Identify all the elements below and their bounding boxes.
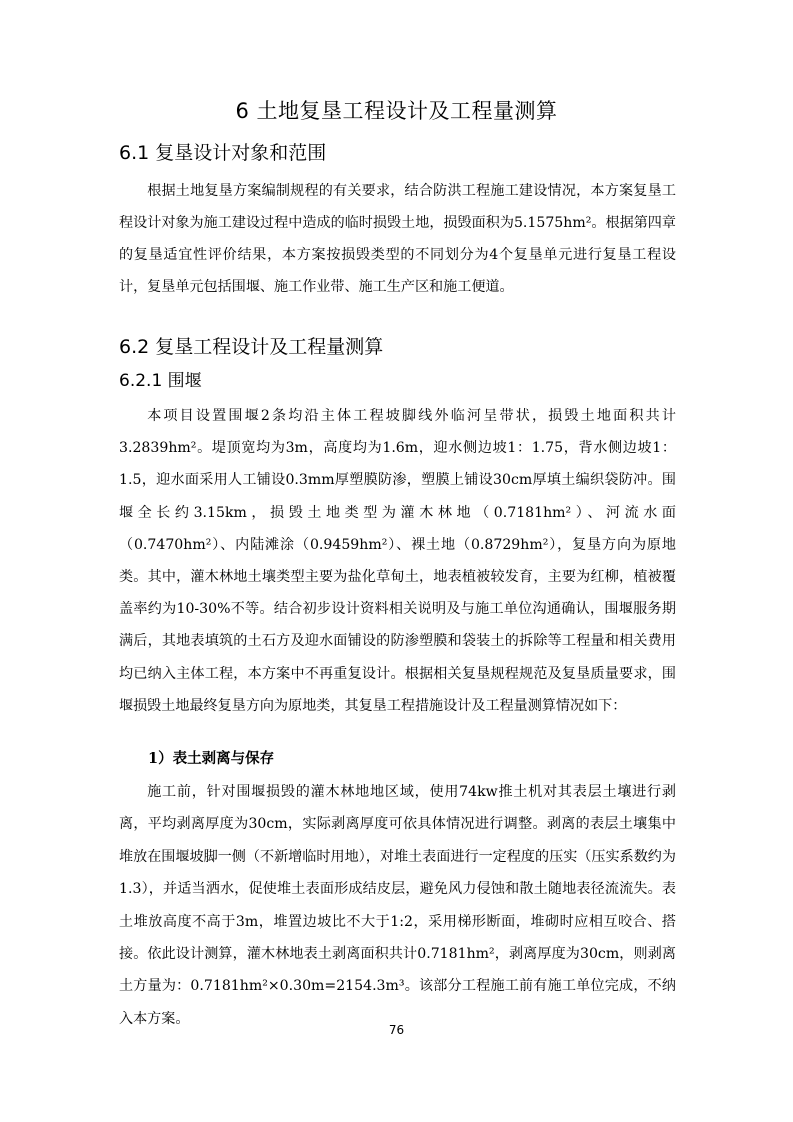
- item-heading-topsoil: 1）表土剥离与保存: [148, 750, 275, 767]
- chapter-title: 6 土地复垦工程设计及工程量测算: [235, 99, 558, 123]
- section-6-1-paragraph: 根据土地复垦方案编制规程的有关要求，结合防洪工程施工建设情况，本方案复垦工程设计对象为施工建设过程中造成的临时损毁土地，损毁面积为5.1575hm²。根据第四章的复垦适宜性评价结果，本方案按损毁类型的不同划分为4个复垦单元进行复垦工程设计，复垦单元包括围堰、施工作业带、施工生产区和施工便道。: [119, 183, 676, 295]
- page-number: 76: [388, 1023, 405, 1037]
- subsection-heading-6-2-1: 6.2.1 围堰: [119, 371, 202, 391]
- subsection-6-2-1-paragraph: 本项目设置围堰2条均沿主体工程坡脚线外临河呈带状，损毁土地面积共计3.2839hm²。堤顶宽均为3m，高度均为1.6m，迎水侧边坡1：1.75，背水侧边坡1：1.5，迎水面采用人工铺设0.3mm厚塑膜防渗，塑膜上铺设30cm厚填土编织袋防冲。围堰全长约3.15km，损毁土地类型为灌木林地（0.7181hm²）、河流水面（0.7470hm²）、内陆滩涂（0.9459hm²）、裸土地（0.8729hm²），复垦方向为原地类。其中，灌木林地土壤类型主要为盐化草甸土，地表植被较发育，主要为红柳，植被覆盖率约为10-30%不等。结合初步设计资料相关说明及与施工单位沟通确认，围堰服务期满后，其地表填筑的土石方及迎水面铺设的防渗塑膜和袋装土的拆除等工程量和相关费用均已纳入主体工程，本方案中不再重复设计。根据相关复垦规程规范及复垦质量要求，围堰损毁土地最终复垦方向为原地类，其复垦工程措施设计及工程量测算情况如下：: [119, 408, 676, 714]
- section-heading-6-2: 6.2 复垦工程设计及工程量测算: [119, 336, 384, 358]
- section-heading-6-1: 6.1 复垦设计对象和范围: [119, 142, 327, 164]
- topsoil-paragraph: 施工前，针对围堰损毁的灌木林地地区域，使用74kw推土机对其表层土壤进行剥离，平均剥离厚度为30cm，实际剥离厚度可依具体情况进行调整。剥离的表层土壤集中堆放在围堰坡脚一侧（不新增临时用地），对堆土表面进行一定程度的压实（压实系数约为1.3），并适当洒水，促使堆土表面形成结皮层，避免风力侵蚀和散土随地表径流流失。表土堆放高度不高于3m，堆置边坡比不大于1:2，采用梯形断面，堆砌时应相互咬合、搭接。依此设计测算，灌木林地表土剥离面积共计0.7181hm²，剥离厚度为30cm，则剥离土方量为：0.7181hm²×0.30m=2154.3m³。该部分工程施工前有施工单位完成，不纳入本方案。: [119, 784, 676, 1027]
